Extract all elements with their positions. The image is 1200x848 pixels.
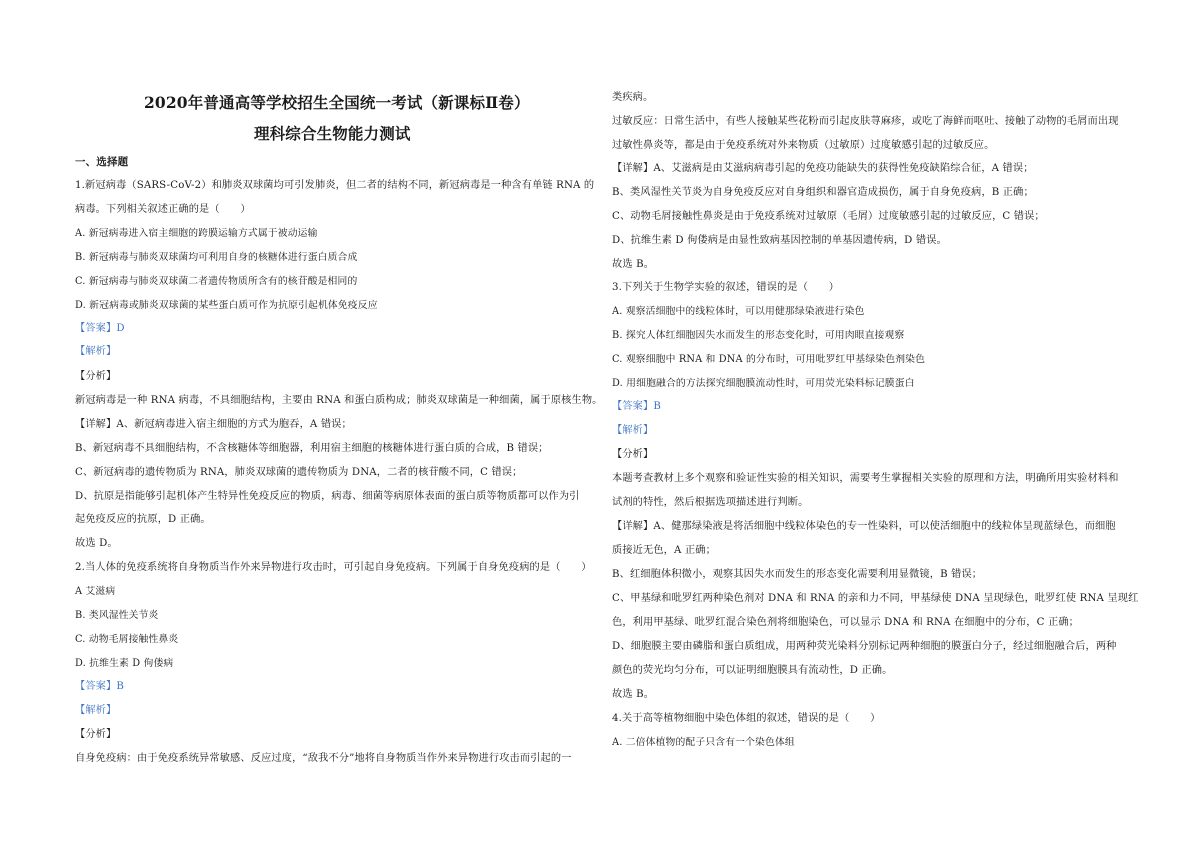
q3-body-line-4: 质接近无色，A 正确；: [612, 545, 716, 556]
q3-body-line-6: C、甲基绿和吡罗红两种染色剂对 DNA 和 RNA 的亲和力不同，甲基绿使 DNA 呈现绿色，吡罗红使 RNA 呈现红: [612, 593, 1139, 604]
q1-fenxi: 【分析】: [75, 371, 117, 382]
q3-jiexi: 【解析】: [612, 425, 654, 436]
q1-detail-line-6: 故选 D。: [75, 538, 118, 549]
q2-option-b: B. 类风湿性关节炎: [75, 610, 159, 621]
q2-fenxi-text: 自身免疫病：由于免疫系统异常敏感、反应过度，“敌我不分”地将自身物质当作外来异物进行攻击而引起的一: [75, 753, 572, 764]
q4-option-a: A. 二倍体植物的配子只含有一个染色体组: [612, 737, 795, 748]
q1-stem-line-1: 1.新冠病毒（SARS-CoV-2）和肺炎双球菌均可引发肺炎，但二者的结构不同，新冠病毒是一种含有单链 RNA 的: [75, 180, 595, 191]
q3-body-line-10: 故选 B。: [612, 689, 655, 700]
q4-stem: 4.关于高等植物细胞中染色体组的叙述，错误的是（ ）: [612, 713, 881, 724]
q3-option-b: B. 探究人体红细胞因失水而发生的形态变化时，可用肉眼直接观察: [612, 330, 905, 341]
q2-cont-line-6: C、动物毛屑接触性鼻炎是由于免疫系统对过敏原（毛屑）过度敏感引起的过敏反应，C 错误；: [612, 211, 1045, 222]
q2-jiexi: 【解析】: [75, 705, 117, 716]
q2-option-c: C. 动物毛屑接触性鼻炎: [75, 634, 179, 645]
q1-option-b: B. 新冠病毒与肺炎双球菌均可利用自身的核糖体进行蛋白质合成: [75, 252, 358, 263]
q2-answer: 【答案】B: [75, 681, 124, 692]
q3-body-line-2: 试剂的特性，然后根据选项描述进行判断。: [612, 497, 809, 508]
q3-body-line-8: D、细胞膜主要由磷脂和蛋白质组成，用两种荧光染料分别标记两种细胞的膜蛋白分子，经过细胞融合后，两种: [612, 641, 1117, 652]
q2-stem: 2.当人体的免疫系统将自身物质当作外来异物进行攻击时，可引起自身免疫病。下列属于自身免疫病的是（ ）: [75, 562, 592, 573]
q1-stem-line-2: 病毒。下列相关叙述正确的是（ ）: [75, 204, 251, 215]
q3-answer: 【答案】B: [612, 401, 661, 412]
q2-cont-line-2: 过敏反应：日常生活中，有些人接触某些花粉而引起皮肤荨麻疹，或吃了海鲜而呕吐、接触了动物的毛屑而出现: [612, 116, 1119, 127]
title-line-1: 2020年普通高等学校招生全国统一考试（新课标Ⅱ卷）: [144, 93, 530, 112]
q2-option-a: A 艾滋病: [75, 586, 116, 597]
q1-fenxi-text: 新冠病毒是一种 RNA 病毒，不具细胞结构，主要由 RNA 和蛋白质构成；肺炎双球菌是一种细菌，属于原核生物。: [75, 395, 603, 406]
q1-answer: [75, 322, 125, 336]
q2-cont-line-5: B、类风湿性关节炎为自身免疫反应对自身组织和器官造成损伤，属于自身免疫病，B 正确；: [612, 187, 1034, 198]
q2-fenxi: 【分析】: [75, 729, 117, 740]
q1-option-d: D. 新冠病毒或肺炎双球菌的某些蛋白质可作为抗原引起机体免疫反应: [75, 300, 378, 311]
q2-cont-line-1: 类疾病。: [612, 92, 654, 103]
q1-detail-line-3: C、新冠病毒的遗传物质为 RNA，肺炎双球菌的遗传物质为 DNA，二者的核苷酸不同，C 错误；: [75, 467, 523, 478]
q3-body-line-3: 【详解】A、健那绿染液是将活细胞中线粒体染色的专一性染料，可以使活细胞中的线粒体呈现蓝绿色，而细胞: [612, 521, 1116, 532]
q1-detail-line-4: D、抗原是指能够引起机体产生特异性免疫反应的物质，病毒、细菌等病原体表面的蛋白质等物质都可以作为引: [75, 491, 580, 502]
q3-option-c: C. 观察细胞中 RNA 和 DNA 的分布时，可用吡罗红甲基绿染色剂染色: [612, 354, 926, 365]
q3-option-a: A. 观察活细胞中的线粒体时，可以用健那绿染液进行染色: [612, 306, 865, 317]
q2-cont-line-8: 故选 B。: [612, 259, 655, 270]
q1-option-c: C. 新冠病毒与肺炎双球菌二者遗传物质所含有的核苷酸是相同的: [75, 276, 358, 287]
q3-body-line-9: 颜色的荧光均匀分布，可以证明细胞膜具有流动性，D 正确。: [612, 665, 893, 676]
q1-jiexi: 【解析】: [75, 346, 117, 357]
q1-detail-line-1: 【详解】A、新冠病毒进入宿主细胞的方式为胞吞，A 错误；: [75, 419, 352, 430]
q1-detail-line-5: 起免疫反应的抗原，D 正确。: [75, 514, 211, 525]
section-heading: 一、选择题: [75, 156, 129, 168]
q2-cont-line-4: 【详解】A、艾滋病是由艾滋病病毒引起的免疫功能缺失的获得性免疫缺陷综合征，A 错误；: [612, 163, 1034, 174]
q2-option-d: D. 抗维生素 D 佝偻病: [75, 658, 174, 669]
q3-body-line-1: 本题考查教材上多个观察和验证性实验的相关知识，需要考生掌握相关实验的原理和方法，明确所用实验材料和: [612, 473, 1119, 484]
q3-fenxi: 【分析】: [612, 449, 654, 460]
q3-option-d: D. 用细胞融合的方法探究细胞膜流动性时，可用荧光染料标记膜蛋白: [612, 378, 915, 389]
q3-body-line-7: 色，利用甲基绿、吡罗红混合染色剂将细胞染色，可以显示 DNA 和 RNA 在细胞中的分布，C 正确；: [612, 617, 1079, 628]
q2-cont-line-3: 过敏性鼻炎等，都是由于免疫系统对外来物质（过敏原）过度敏感引起的过敏反应。: [612, 140, 995, 151]
q1-detail-line-2: B、新冠病毒不具细胞结构，不含核糖体等细胞器，利用宿主细胞的核糖体进行蛋白质的合成，B 错误；: [75, 443, 549, 454]
q1-option-a: A. 新冠病毒进入宿主细胞的跨膜运输方式属于被动运输: [75, 228, 318, 239]
q3-body-line-5: B、红细胞体积微小，观察其因失水而发生的形态变化需要利用显微镜，B 错误；: [612, 569, 983, 580]
q2-cont-line-7: D、抗维生素 D 佝偻病是由显性致病基因控制的单基因遗传病，D 错误。: [612, 235, 947, 246]
title-line-2: 理科综合生物能力测试: [254, 124, 411, 143]
q1-answer-label: 【答案】D: [75, 323, 125, 334]
q3-stem: 3.下列关于生物学实验的叙述，错误的是（ ）: [612, 282, 840, 293]
